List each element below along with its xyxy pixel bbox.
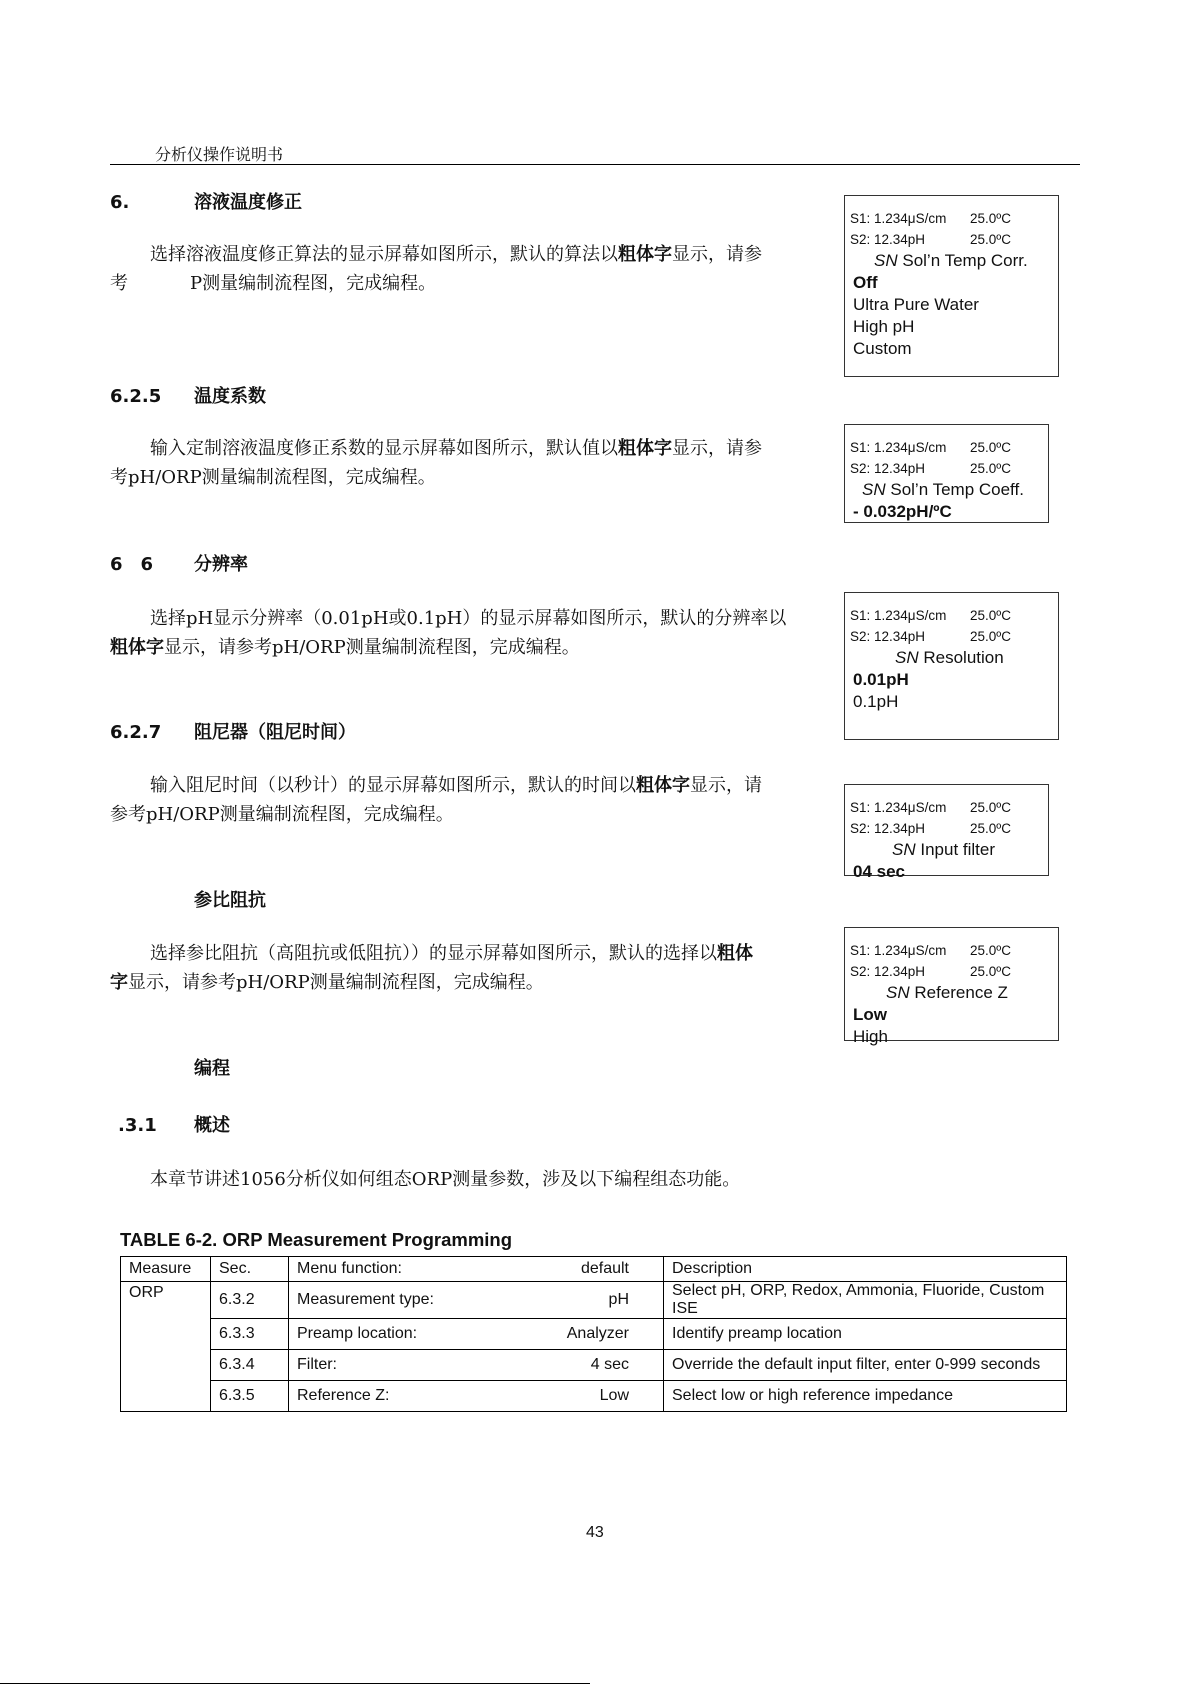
text: P测量编制流程图，完成编程。 — [190, 273, 437, 294]
section-title: 编程 — [194, 1058, 230, 1079]
bold-text: 字 — [110, 972, 128, 993]
s1-reading: S1: 1.234μS/cm — [850, 943, 947, 958]
s2-temp: 25.0ºC — [970, 629, 1011, 644]
text: 选择溶液温度修正算法的显示屏幕如图所示，默认的算法以 — [150, 244, 618, 265]
table-row — [121, 1381, 1067, 1412]
description-cell: Override the default input filter, enter 0-999 seconds — [664, 1350, 1067, 1381]
section-number: 6. — [110, 192, 130, 213]
option: Custom — [853, 339, 912, 358]
header-sec: Sec. — [211, 1257, 289, 1282]
header-menu: Menu function: — [297, 1260, 402, 1277]
lcd-screen-reference-z — [844, 927, 1059, 1046]
section-heading-temp-correction — [110, 188, 302, 214]
description-cell: Identify preamp location — [664, 1319, 1067, 1350]
sec-cell: 6.3.2 — [211, 1282, 289, 1319]
menu-cell — [289, 1282, 664, 1319]
bold-text: 粗体字 — [636, 775, 690, 796]
table-row — [121, 1282, 1067, 1319]
lcd-screen-temp-corr — [844, 195, 1059, 377]
s1-reading: S1: 1.234μS/cm — [850, 608, 947, 623]
menu-cell — [289, 1381, 664, 1412]
lcd-screen-temp-coeff — [844, 424, 1049, 523]
sensor-number: SN — [895, 648, 919, 667]
text: 显示，请参考pH/ORP测量编制流程图，完成编程。 — [164, 637, 580, 658]
sensor-number: SN — [886, 983, 910, 1002]
measure-cell: ORP — [121, 1282, 211, 1412]
option: Ultra Pure Water — [853, 295, 979, 314]
section-heading-resolution — [110, 550, 248, 576]
lcd-screen-resolution — [844, 592, 1059, 740]
s2-temp: 25.0ºC — [970, 821, 1011, 836]
screen-title: Input filter — [920, 840, 996, 859]
s2-reading: S2: 12.34pH — [850, 461, 926, 476]
text: 显示，请 — [690, 775, 762, 796]
page-number: 43 — [586, 1524, 604, 1541]
header-menu-function — [289, 1257, 664, 1282]
text: 显示，请参 — [672, 244, 762, 265]
s2-temp: 25.0ºC — [970, 461, 1011, 476]
section-number: 6 6 — [110, 554, 154, 575]
sensor-number: SN — [874, 251, 898, 270]
table-title: TABLE 6-2. ORP Measurement Programming — [120, 1229, 513, 1250]
default-value: - 0.032pH/ºC — [853, 502, 952, 521]
section-heading-temp-coeff — [110, 382, 266, 408]
header-title: 分析仪操作说明书 — [155, 145, 284, 164]
section-title: 阻尼器（阻尼时间） — [194, 722, 356, 743]
default-value: Low — [599, 1387, 629, 1404]
option-default: Low — [853, 1005, 887, 1024]
text: 选择pH显示分辨率（0.01pH或0.1pH）的显示屏幕如图所示，默认的分辨率以 — [150, 608, 787, 629]
section-number: .3.1 — [118, 1115, 157, 1136]
section-heading-reference-z — [194, 886, 266, 912]
bold-text: 粗体 — [717, 943, 753, 964]
sec-cell: 6.3.3 — [211, 1319, 289, 1350]
s1-temp: 25.0ºC — [970, 211, 1011, 226]
menu-cell — [289, 1350, 664, 1381]
s1-temp: 25.0ºC — [970, 943, 1011, 958]
orp-programming-table — [120, 1256, 1067, 1412]
default-value: 04 sec — [853, 862, 905, 881]
default-value: 4 sec — [590, 1356, 629, 1373]
s1-temp: 25.0ºC — [970, 800, 1011, 815]
text: 考pH/ORP测量编制流程图，完成编程。 — [110, 467, 436, 488]
bold-text: 粗体字 — [618, 438, 672, 459]
paragraph-temp-coeff — [110, 434, 820, 492]
paragraph-resolution — [110, 604, 820, 662]
section-heading-damping — [110, 718, 356, 744]
section-number: 6.2.7 — [110, 722, 162, 743]
option: High — [853, 1027, 888, 1046]
description-cell: Select pH, ORP, Redox, Ammonia, Fluoride, Custom ISE — [664, 1282, 1067, 1319]
sensor-number: SN — [892, 840, 916, 859]
paragraph-reference-z — [110, 939, 820, 997]
sensor-number: SN — [862, 480, 886, 499]
text: 显示，请参考pH/ORP测量编制流程图，完成编程。 — [128, 972, 544, 993]
text: 参考pH/ORP测量编制流程图，完成编程。 — [110, 804, 454, 825]
s1-reading: S1: 1.234μS/cm — [850, 800, 947, 815]
bold-text: 粗体字 — [110, 637, 164, 658]
default-value: Analyzer — [566, 1325, 629, 1342]
section-heading-programming — [194, 1054, 230, 1080]
text: 输入阻尼时间（以秒计）的显示屏幕如图所示，默认的时间以 — [150, 775, 636, 796]
table-header-row — [121, 1257, 1067, 1282]
s1-reading: S1: 1.234μS/cm — [850, 211, 947, 226]
screen-title: Reference Z — [914, 983, 1008, 1002]
section-title: 概述 — [194, 1115, 230, 1136]
bold-text: 粗体字 — [618, 244, 672, 265]
s2-reading: S2: 12.34pH — [850, 629, 926, 644]
header-default: default — [580, 1260, 629, 1277]
text: 显示，请参 — [672, 438, 762, 459]
header-measure: Measure — [121, 1257, 211, 1282]
section-title: 溶液温度修正 — [194, 192, 302, 213]
text: 考 — [110, 273, 128, 294]
section-number: 6.2.5 — [110, 386, 162, 407]
option: 0.1pH — [853, 692, 899, 711]
menu-function: Preamp location: — [297, 1325, 418, 1342]
text: 本章节讲述1056分析仪如何组态ORP测量参数，涉及以下编程组态功能。 — [150, 1169, 741, 1190]
screen-title: Sol’n Temp Corr. — [902, 251, 1028, 270]
menu-function: Reference Z: — [297, 1387, 390, 1404]
default-value: pH — [608, 1291, 629, 1308]
menu-function: Measurement type: — [297, 1291, 434, 1308]
menu-cell — [289, 1319, 664, 1350]
text: 输入定制溶液温度修正系数的显示屏幕如图所示，默认值以 — [150, 438, 618, 459]
menu-function: Filter: — [297, 1356, 337, 1373]
s1-temp: 25.0ºC — [970, 440, 1011, 455]
s1-reading: S1: 1.234μS/cm — [850, 440, 947, 455]
paragraph-damping — [110, 771, 820, 829]
s2-reading: S2: 12.34pH — [850, 964, 926, 979]
paragraph-overview — [110, 1165, 820, 1194]
s1-temp: 25.0ºC — [970, 608, 1011, 623]
screen-title: Resolution — [923, 648, 1004, 667]
option-default: 0.01pH — [853, 670, 909, 689]
lcd-screen-input-filter — [844, 784, 1049, 881]
s2-reading: S2: 12.34pH — [850, 232, 926, 247]
section-title: 温度系数 — [194, 386, 266, 407]
text: 选择参比阻抗（高阻抗或低阻抗））的显示屏幕如图所示，默认的选择以 — [150, 943, 717, 964]
section-title: 参比阻抗 — [194, 890, 266, 911]
header-divider — [110, 164, 1080, 165]
table-row — [121, 1350, 1067, 1381]
paragraph-temp-correction — [110, 240, 820, 298]
option: High pH — [853, 317, 915, 336]
description-cell: Select low or high reference impedance — [664, 1381, 1067, 1412]
option-default: Off — [853, 273, 878, 292]
screen-title: Sol’n Temp Coeff. — [890, 480, 1024, 499]
header-description: Description — [664, 1257, 1067, 1282]
s2-reading: S2: 12.34pH — [850, 821, 926, 836]
sec-cell: 6.3.4 — [211, 1350, 289, 1381]
table-row — [121, 1319, 1067, 1350]
s2-temp: 25.0ºC — [970, 964, 1011, 979]
section-title: 分辨率 — [194, 554, 248, 575]
section-heading-overview — [118, 1111, 230, 1137]
s2-temp: 25.0ºC — [970, 232, 1011, 247]
footer-divider — [0, 1683, 590, 1684]
sec-cell: 6.3.5 — [211, 1381, 289, 1412]
